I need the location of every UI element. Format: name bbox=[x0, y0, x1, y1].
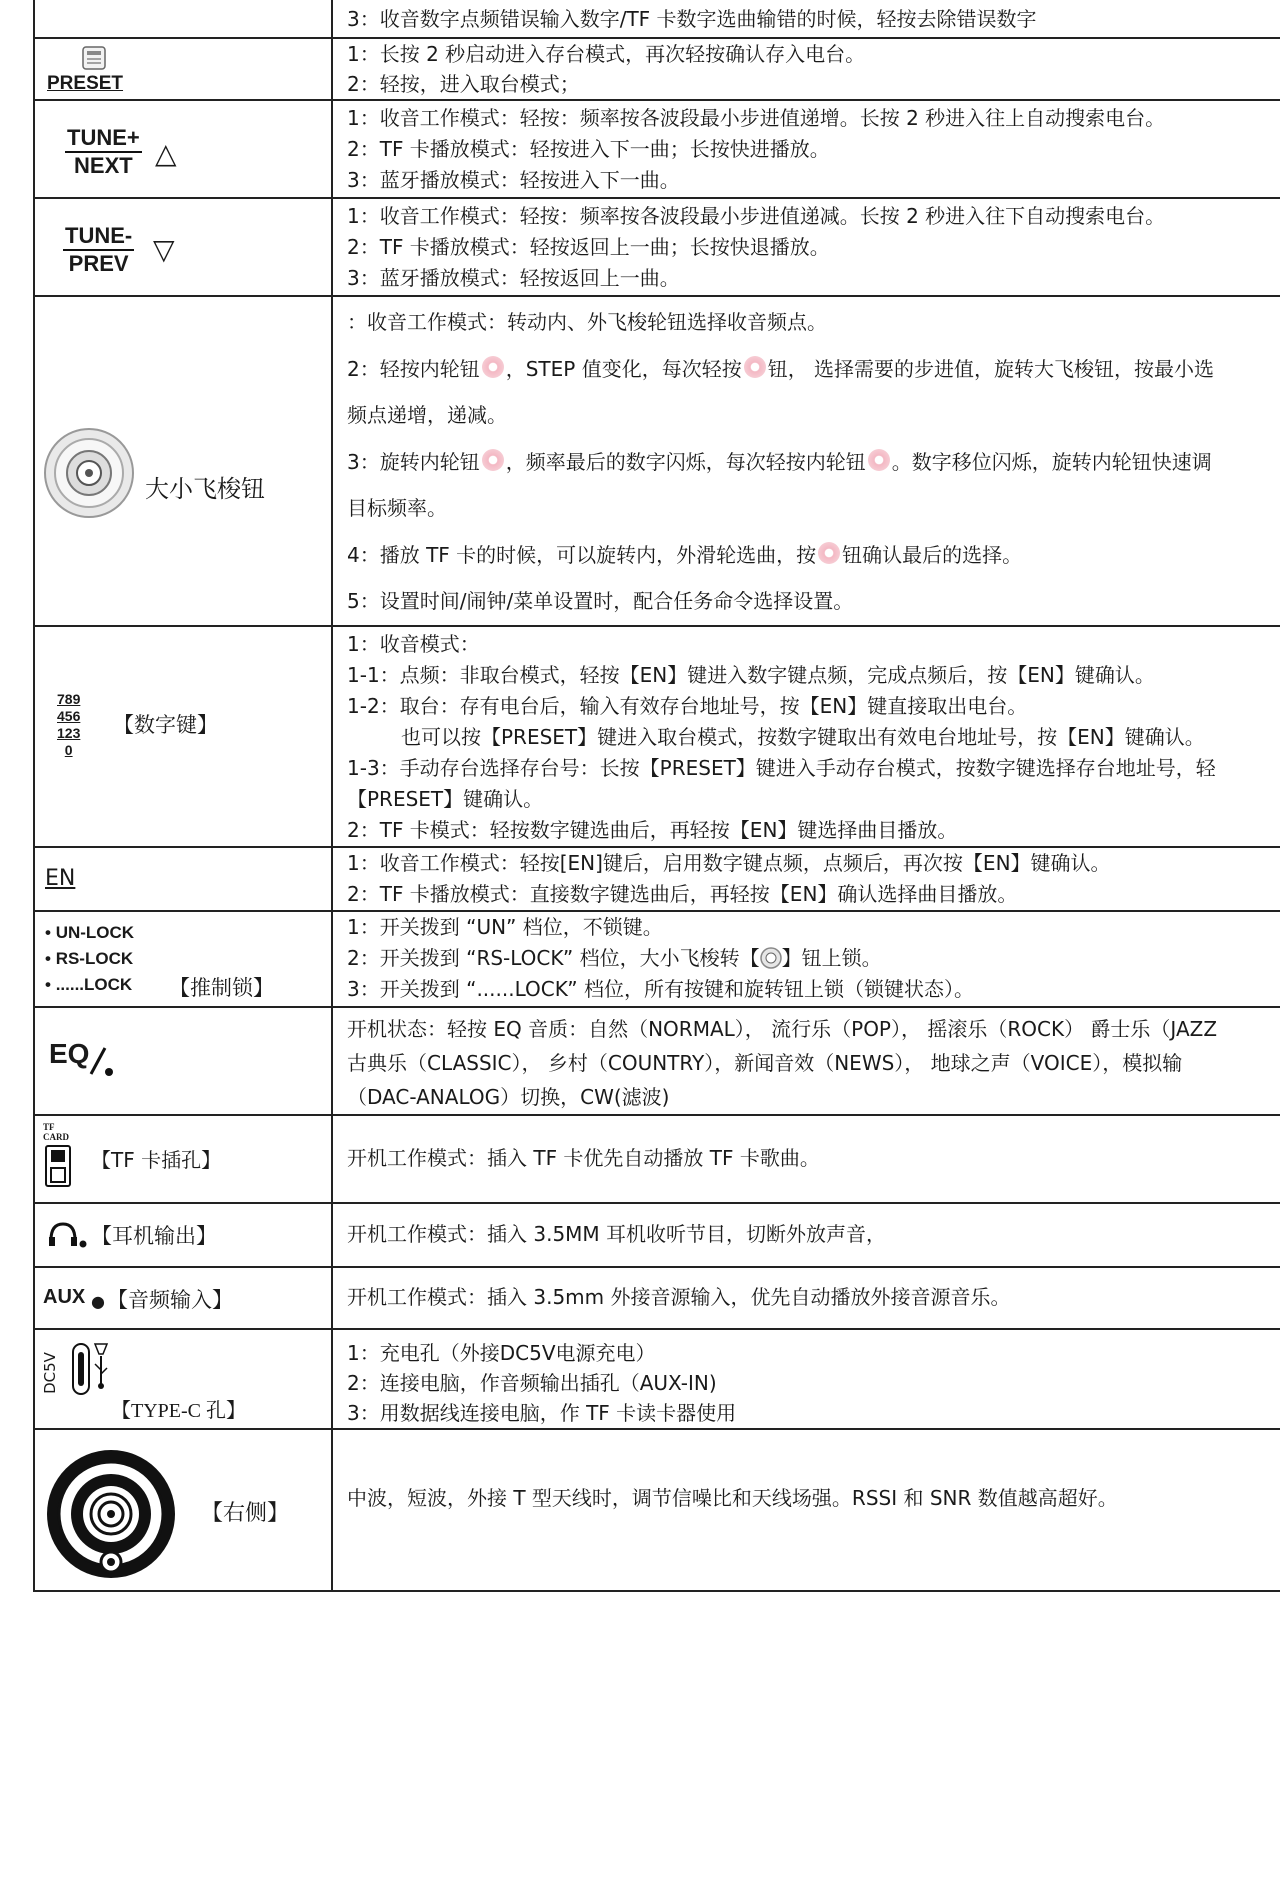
tf-card-label-cell bbox=[34, 1115, 332, 1203]
text-fragment: 钮确认最后的选择。 bbox=[842, 542, 1023, 567]
description-line bbox=[347, 439, 1280, 486]
description-line: 1：收音工作模式：轻按：频率按各波段最小步进值递增。长按 2 秒进入往上自动搜索电台。 bbox=[347, 106, 1166, 130]
usb-type-c-icon bbox=[71, 1340, 115, 1398]
table-row-eq bbox=[34, 1007, 1280, 1115]
description-line: 1：收音工作模式：轻按[EN]键后，启用数字键点频，点频后，再次按【EN】键确认。 bbox=[347, 850, 1111, 875]
table-row-aux bbox=[34, 1267, 1280, 1329]
headphones-icon bbox=[47, 1220, 87, 1250]
description-line: 3：用数据线连接电脑，作 TF 卡读卡器使用 bbox=[347, 1400, 737, 1425]
description-line: 2：轻按，进入取台模式； bbox=[347, 72, 580, 96]
lock-position-text: ......LOCK bbox=[55, 974, 133, 994]
text-fragment: ，频率最后的数字闪烁，每次轻按内轮钮 bbox=[505, 449, 866, 474]
description-line: 2：TF 卡模式：轻按数字键选曲后，再轻按【EN】键选择曲目播放。 bbox=[347, 817, 958, 842]
description-line: （DAC-ANALOG）切换，CW(滤波) bbox=[347, 1084, 670, 1109]
description-cell bbox=[332, 38, 1280, 100]
description-line bbox=[347, 943, 1280, 974]
type-c-label: 【TYPE-C 孔】 bbox=[111, 1399, 246, 1422]
eq-label-cell bbox=[34, 1007, 332, 1115]
description-line: 1-2：取台：存有电台后，输入有效存台地址号，按【EN】键直接取出电台。 bbox=[347, 693, 1028, 718]
preset-label-cell bbox=[34, 38, 332, 100]
inner-knob-icon bbox=[818, 542, 840, 564]
lock-position: • ......LOCK bbox=[45, 974, 133, 994]
description-cell bbox=[332, 1115, 1280, 1203]
table-row-continuation bbox=[34, 0, 1280, 38]
keypad-row: 0 bbox=[64, 741, 73, 758]
text-fragment: 3：旋转内轮钮 bbox=[347, 449, 480, 474]
description-cell bbox=[332, 1429, 1280, 1591]
table-row-preset bbox=[34, 38, 1280, 100]
description-line: 古典乐（CLASSIC）， 乡村（COUNTRY），新闻音效（NEWS）， 地球之声（VOICE），模拟输 bbox=[347, 1050, 1183, 1075]
lock-label: 【推制锁】 bbox=[169, 975, 274, 1000]
en-label-cell bbox=[34, 847, 332, 911]
lock-position: • UN-LOCK bbox=[45, 922, 135, 942]
headphones-label-cell bbox=[34, 1203, 332, 1267]
text-fragment: 。数字移位闪烁，旋转内轮钮快速调 bbox=[891, 449, 1212, 474]
keypad-icon bbox=[57, 691, 80, 759]
inner-knob-icon bbox=[868, 449, 890, 471]
right-side-knob-icon bbox=[45, 1448, 177, 1580]
description-line: 1：开关拨到 “UN” 档位，不锁键。 bbox=[347, 914, 663, 939]
knob-label: 大小飞梭钮 bbox=[145, 475, 265, 503]
description-line: 1：充电孔（外接DC5V电源充电） bbox=[347, 1340, 656, 1365]
dc5v-label: DC5V bbox=[40, 1351, 59, 1394]
tune-prev-label bbox=[63, 223, 134, 277]
headphones-label: 【耳机输出】 bbox=[91, 1223, 217, 1248]
right-side-label-cell bbox=[34, 1429, 332, 1591]
table-row-headphones bbox=[34, 1203, 1280, 1267]
triangle-up-icon: △ bbox=[155, 137, 177, 170]
keypad-row: 123 bbox=[57, 724, 81, 741]
text-fragment: ，STEP 值变化，每次轻按 bbox=[505, 356, 742, 381]
description-line: 1：收音模式： bbox=[347, 631, 480, 656]
eq-label: EQ bbox=[49, 1037, 90, 1069]
tf-card-label: 【TF 卡插孔】 bbox=[91, 1147, 222, 1172]
description-cell bbox=[332, 296, 1280, 626]
lock-position-text: UN-LOCK bbox=[55, 922, 135, 942]
keypad-row: 456 bbox=[57, 707, 81, 724]
aux-label: 【音频输入】 bbox=[107, 1287, 233, 1312]
inner-knob-icon bbox=[482, 356, 504, 378]
dual-knob-icon bbox=[41, 425, 137, 521]
description-line bbox=[347, 532, 1280, 579]
description-cell bbox=[332, 847, 1280, 911]
manual-sheet bbox=[33, 0, 1280, 1885]
table-row-numeric-keys bbox=[34, 626, 1280, 847]
description-line: 2：TF 卡播放模式：轻按进入下一曲；长按快进播放。 bbox=[347, 137, 830, 161]
text-fragment: 】钮上锁。 bbox=[781, 945, 882, 970]
table-row-tune-prev bbox=[34, 198, 1280, 296]
description-line: 2：连接电脑，作音频输出插孔（AUX-IN) bbox=[347, 1370, 717, 1395]
card-text: CARD bbox=[43, 1131, 69, 1142]
knob-label-cell bbox=[34, 296, 332, 626]
table-row-tf-card bbox=[34, 1115, 1280, 1203]
tf-text: TF bbox=[43, 1121, 55, 1132]
tune-next-label bbox=[65, 125, 142, 179]
description-cell bbox=[332, 1329, 1280, 1429]
text-fragment: 2：轻按内轮钮 bbox=[347, 356, 480, 381]
description-cell bbox=[332, 1007, 1280, 1115]
description-line: 【PRESET】键确认。 bbox=[347, 786, 544, 811]
description-cell bbox=[332, 100, 1280, 198]
aux-label-cell bbox=[34, 1267, 332, 1329]
table-row-tune-next bbox=[34, 100, 1280, 198]
description-line: 2：TF 卡播放模式：轻按返回上一曲；长按快退播放。 bbox=[347, 235, 830, 259]
knob-icon bbox=[760, 947, 782, 969]
lock-position-text: RS-LOCK bbox=[55, 948, 134, 968]
lock-position: • RS-LOCK bbox=[45, 948, 134, 968]
description-line: 开机工作模式：插入 3.5MM 耳机收听节目，切断外放声音， bbox=[347, 1222, 887, 1246]
description-cell bbox=[332, 198, 1280, 296]
description-line: 3：蓝牙播放模式：轻按返回上一曲。 bbox=[347, 266, 680, 290]
dot-icon: ● bbox=[91, 1291, 105, 1311]
tune-prev-label-cell bbox=[34, 198, 332, 296]
text-fragment: 4：播放 TF 卡的时候，可以旋转内，外滑轮选曲，按 bbox=[347, 542, 817, 567]
description-line: ：收音工作模式：转动内、外飞梭轮钮选择收音频点。 bbox=[347, 310, 827, 334]
table-row-lock bbox=[34, 911, 1280, 1007]
description-line: 3：收音数字点频错误输入数字/TF 卡数字选曲输错的时候，轻按去除错误数字 bbox=[347, 7, 1037, 31]
description-cell bbox=[332, 911, 1280, 1007]
en-label: EN bbox=[45, 865, 76, 891]
tune-next-label-cell bbox=[34, 100, 332, 198]
type-c-label-cell bbox=[34, 1329, 332, 1429]
next-text: NEXT bbox=[74, 153, 133, 178]
description-line bbox=[347, 346, 1280, 393]
description-line: 1-1：点频：非取台模式，轻按【EN】键进入数字键点频，完成点频后，按【EN】键确认。 bbox=[347, 662, 1155, 687]
description-line: 1：长按 2 秒启动进入存台模式，再次轻按确认存入电台。 bbox=[347, 42, 866, 66]
description-line: 1：收音工作模式：轻按：频率按各波段最小步进值递减。长按 2 秒进入往下自动搜索电台。 bbox=[347, 204, 1166, 228]
description-line: 中波，短波，外接 T 型天线时，调节信噪比和天线场强。RSSI 和 SNR 数值越高超好。 bbox=[347, 1485, 1118, 1510]
keypad-row: 789 bbox=[57, 690, 81, 707]
numeric-keys-label-cell bbox=[34, 626, 332, 847]
description-line: 频点递增，递减。 bbox=[347, 403, 507, 427]
prev-text: PREV bbox=[68, 251, 129, 276]
description-line: 1-3：手动存台选择存台号：长按【PRESET】键进入手动存台模式，按数字键选择存台地址号，轻 bbox=[347, 755, 1216, 780]
description-line: 2：TF 卡播放模式：直接数字键选曲后，再轻按【EN】确认选择曲目播放。 bbox=[347, 881, 1018, 906]
eq-slash-dot-icon bbox=[87, 1044, 115, 1078]
numeric-keys-label: 【数字键】 bbox=[113, 712, 218, 737]
description-line: 开机工作模式：插入 3.5mm 外接音源输入，优先自动播放外接音源音乐。 bbox=[347, 1285, 1011, 1309]
aux-label-prefix: AUX bbox=[43, 1285, 86, 1308]
description-cell bbox=[332, 1203, 1280, 1267]
preset-label: PRESET bbox=[47, 73, 124, 94]
tune-minus-text: TUNE- bbox=[63, 223, 134, 251]
right-side-label: 【右侧】 bbox=[201, 1499, 290, 1525]
preset-button-icon bbox=[81, 45, 107, 71]
lock-label-cell bbox=[34, 911, 332, 1007]
text-fragment: 2：开关拨到 “RS-LOCK” 档位，大小飞梭转【 bbox=[347, 945, 760, 970]
description-cell bbox=[332, 1267, 1280, 1329]
table-row-right-side bbox=[34, 1429, 1280, 1591]
label-cell-empty bbox=[34, 0, 332, 38]
description-cell bbox=[332, 0, 1280, 38]
description-line: 5：设置时间/闹钟/菜单设置时，配合任务命令选择设置。 bbox=[347, 589, 854, 613]
inner-knob-icon bbox=[482, 449, 504, 471]
triangle-down-icon: ▽ bbox=[153, 233, 175, 266]
description-cell bbox=[332, 626, 1280, 847]
table-row-en bbox=[34, 847, 1280, 911]
tf-card-icon-text bbox=[43, 1122, 69, 1142]
description-line: 开机工作模式：插入 TF 卡优先自动播放 TF 卡歌曲。 bbox=[347, 1146, 820, 1170]
description-line: 3：蓝牙播放模式：轻按进入下一曲。 bbox=[347, 168, 680, 192]
table-row-knob bbox=[34, 296, 1280, 626]
description-line: 3：开关拨到 “......LOCK” 档位，所有按键和旋转钮上锁（锁键状态）。 bbox=[347, 976, 974, 1001]
inner-knob-icon bbox=[744, 356, 766, 378]
description-line: 开机状态：轻按 EQ 音质：自然（NORMAL）， 流行乐（POP）， 摇滚乐（ROCK） 爵士乐（JAZZ bbox=[347, 1016, 1218, 1041]
tf-card-slot-icon bbox=[43, 1144, 73, 1190]
table-row-type-c bbox=[34, 1329, 1280, 1429]
description-line: 目标频率。 bbox=[347, 496, 447, 520]
tune-plus-text: TUNE+ bbox=[65, 125, 142, 153]
lock-positions bbox=[45, 920, 134, 998]
button-function-table bbox=[33, 0, 1280, 1592]
text-fragment: 钮， 选择需要的步进值，旋转大飞梭钮，按最小选 bbox=[767, 356, 1215, 381]
description-line: 也可以按【PRESET】键进入取台模式，按数字键取出有效电台地址号，按【EN】键确认。 bbox=[401, 724, 1205, 749]
